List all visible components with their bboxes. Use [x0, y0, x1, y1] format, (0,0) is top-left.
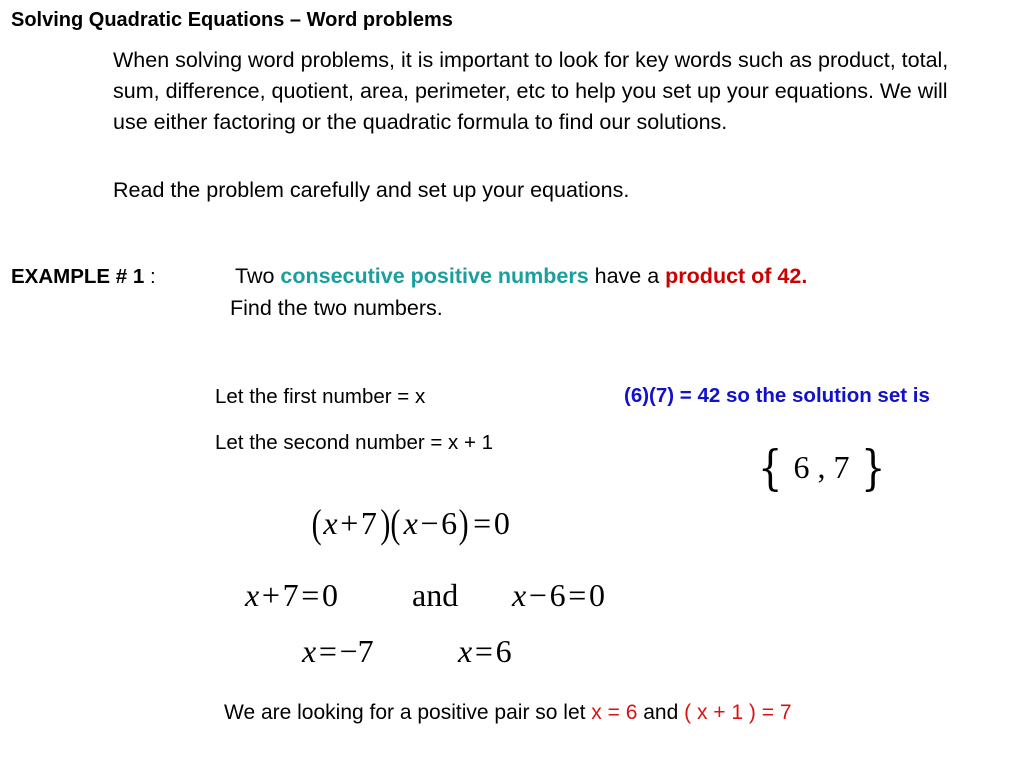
example-colon: :: [144, 265, 156, 288]
read-instruction: Read the problem carefully and set up your equations.: [113, 178, 630, 202]
example-text-mid: have a: [588, 264, 666, 288]
conclusion-and: and: [637, 701, 685, 724]
equation-factor1: x + 7 = 0: [245, 577, 338, 613]
solution-set-values: 6 , 7: [793, 449, 850, 485]
factored-equation: (x + 7)( x − 6) = 0: [311, 501, 510, 546]
example-text-start: Two: [235, 264, 281, 288]
equation-factor2: x − 6 = 0: [512, 577, 605, 613]
example-problem-line2: Find the two numbers.: [230, 296, 443, 320]
open-brace: {: [758, 440, 783, 496]
keyword-consecutive: consecutive positive numbers: [280, 264, 589, 288]
root-positive: x = 6: [458, 633, 512, 669]
close-brace: }: [860, 440, 886, 496]
keyword-product: product of 42.: [665, 264, 808, 288]
page-title: Solving Quadratic Equations – Word problems: [11, 9, 453, 31]
equation-and-word: and: [412, 577, 459, 613]
setup-first-number: Let the first number = x: [215, 385, 426, 408]
intro-paragraph: [113, 45, 963, 138]
solution-set: [755, 440, 888, 496]
setup-second-number: Let the second number = x + 1: [215, 431, 494, 454]
conclusion: [224, 701, 792, 725]
conclusion-text: We are looking for a positive pair so let: [224, 701, 592, 724]
root-negative: x = −7: [302, 633, 374, 669]
intro-text: When solving word problems, it is important to look for key words such as product, total, sum, difference, quotient, area, perimeter, etc to help you set up your equations. We will use either factoring or the quadratic formula to find our solutions.: [113, 48, 949, 134]
solution-statement: (6)(7) = 42 so the solution set is: [624, 384, 930, 407]
example-number: EXAMPLE # 1: [11, 265, 145, 288]
example-problem-line1: [235, 264, 807, 289]
example-label: [11, 265, 156, 289]
conclusion-value2: ( x + 1 ) = 7: [684, 701, 792, 724]
conclusion-value1: x = 6: [591, 701, 638, 724]
